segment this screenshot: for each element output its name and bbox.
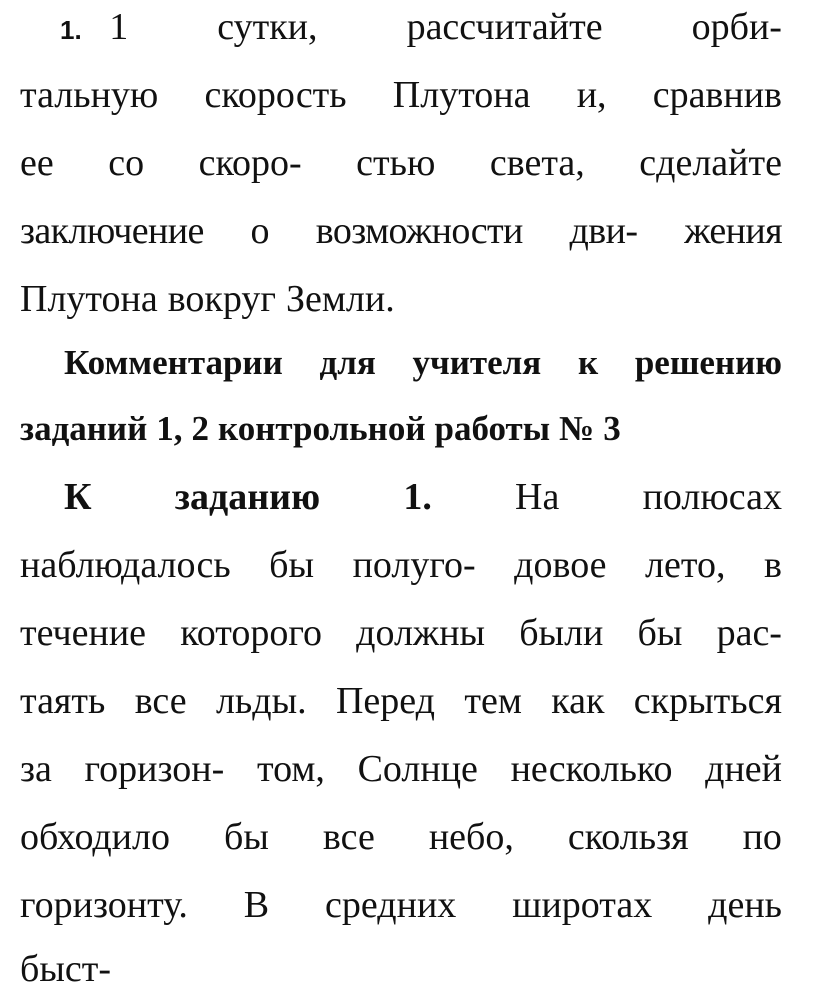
word: все <box>322 816 375 858</box>
word: тем <box>464 680 522 722</box>
word: все <box>134 680 187 722</box>
word: 1, <box>156 409 183 448</box>
word: рассчитайте <box>406 6 603 48</box>
text-line-1 <box>20 8 782 46</box>
word: о <box>250 210 269 252</box>
comment-heading-line-2 <box>20 411 782 446</box>
word: дви- <box>569 210 638 252</box>
word: Плутона <box>392 74 531 116</box>
word: Солнце <box>357 748 478 790</box>
word: 1. <box>403 476 432 518</box>
word: бы <box>224 816 269 858</box>
word: заданию <box>174 476 321 518</box>
text-line-11 <box>20 682 782 720</box>
word: для <box>319 343 376 382</box>
word: заключение <box>20 210 204 252</box>
word: по <box>742 816 782 858</box>
text-line-13 <box>20 818 782 856</box>
word: полюсах <box>642 476 782 518</box>
word: Перед <box>335 680 435 722</box>
word: обходило <box>20 816 170 858</box>
word: вокруг <box>167 278 276 320</box>
word: 2 <box>191 409 210 448</box>
word: работы <box>434 409 551 448</box>
word: горизон- <box>84 748 225 790</box>
word: наблюдалось <box>20 544 231 586</box>
text-line-10 <box>20 614 782 652</box>
word: льды. <box>215 680 307 722</box>
word: том, <box>256 748 325 790</box>
word: № <box>559 409 595 448</box>
word: день <box>708 884 782 926</box>
word: Плутона <box>20 278 158 320</box>
word: которого <box>180 612 322 654</box>
word: В <box>243 884 270 926</box>
word: 1 <box>109 6 129 48</box>
word: рас- <box>716 612 782 654</box>
word: широтах <box>512 884 653 926</box>
word: в <box>764 544 782 586</box>
word: учителя <box>412 343 542 382</box>
word: и, <box>576 74 607 116</box>
word: света, <box>489 142 585 184</box>
word: сутки, <box>217 6 318 48</box>
word: несколько <box>510 748 673 790</box>
word: к <box>577 343 599 382</box>
word: небо, <box>428 816 514 858</box>
text-line-3 <box>20 144 782 182</box>
word: стью <box>356 142 436 184</box>
word: скоро- <box>198 142 302 184</box>
word: сравнив <box>652 74 782 116</box>
word: На <box>515 476 560 518</box>
word: таять <box>20 680 106 722</box>
item-number: 1. <box>60 15 82 45</box>
word: должны <box>356 612 486 654</box>
word: быст- <box>20 948 111 990</box>
word: со <box>108 142 145 184</box>
word: за <box>20 748 52 790</box>
word: Комментарии <box>64 343 283 382</box>
text-line-15 <box>20 950 782 988</box>
word: жения <box>684 210 782 252</box>
word: Земли. <box>285 278 395 320</box>
line-1-start <box>20 8 128 46</box>
word: возможности <box>315 210 523 252</box>
comment-heading-line-1 <box>64 345 782 380</box>
word: К <box>64 476 92 518</box>
word: сделайте <box>639 142 782 184</box>
word: скорость <box>204 74 347 116</box>
word: были <box>519 612 604 654</box>
text-line-12 <box>20 750 782 788</box>
text-line-5 <box>20 280 782 318</box>
text-line-9 <box>20 546 782 584</box>
word: ее <box>20 142 54 184</box>
word: заданий <box>20 409 148 448</box>
word: течение <box>20 612 147 654</box>
word: дней <box>705 748 782 790</box>
word: решению <box>634 343 782 382</box>
word: тальную <box>20 74 159 116</box>
word: скрыться <box>633 680 782 722</box>
word: средних <box>325 884 457 926</box>
text-line-14 <box>20 886 782 924</box>
word: контрольной <box>218 409 426 448</box>
text-line-4 <box>20 212 782 250</box>
word: 3 <box>603 409 621 448</box>
word: горизонту. <box>20 884 188 926</box>
word: орби- <box>691 6 782 48</box>
word: довое <box>514 544 607 586</box>
word: бы <box>269 544 315 586</box>
word: бы <box>637 612 683 654</box>
word: скользя <box>567 816 689 858</box>
word: как <box>551 680 605 722</box>
text-line-2 <box>20 76 782 114</box>
word: полуго- <box>352 544 476 586</box>
word: лето, <box>645 544 726 586</box>
text-line-8 <box>64 478 782 516</box>
